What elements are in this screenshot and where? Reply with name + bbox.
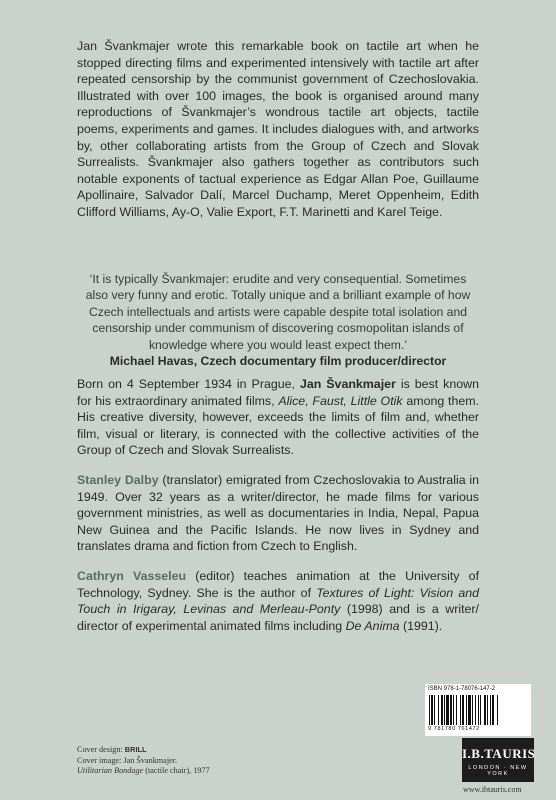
author-bio-mid: is best known for his extraordinary animated films, <box>77 377 479 408</box>
publisher-logo-sub: LONDON · NEW YORK <box>468 765 528 777</box>
quote-attribution: Michael Havas, Czech documentary film producer/director <box>109 354 447 369</box>
cover-image-line: Cover image: Jan Švankmajer. <box>77 755 178 765</box>
publisher-logo-main: I.B.TAURIS <box>462 746 536 761</box>
cover-image-title-line <box>77 766 210 777</box>
author-bio-pre: Born on 4 September 1934 in Prague, <box>77 377 300 391</box>
editor-bio-post: (1991). <box>399 618 443 633</box>
book-description <box>77 38 479 221</box>
author-name: Jan Švankmajer <box>299 377 396 391</box>
barcode-bars <box>429 695 527 725</box>
cover-design-line <box>77 745 210 756</box>
barcode-digits: 9 781780 761472 <box>428 726 480 732</box>
editor-bio-pre: (editor) teaches animation at the University of Technology, Sydney. She is the author of <box>77 569 480 600</box>
editor-book: Textures of Light: Vision and Touch in Irigaray, Levinas and Merleau-Ponty <box>77 585 479 617</box>
review-quote <box>78 271 478 369</box>
quote-text: ‘It is typically Švankmajer: erudite and very consequential. Sometimes also very funny and erotic. Totally unique and a brilliant example of how Czech intellectuals and artists were capable despite total isolation and censorship under communism of discovering cosmopolitan islands of knowledge where you would least expect them.’ <box>85 272 471 352</box>
cover-credits <box>77 745 210 777</box>
translator-name: Stanley Dalby <box>77 473 159 487</box>
editor-name: Cathryn Vasseleu <box>77 569 187 583</box>
editor-bio-mid: (1998) and is a writer/ director of experimental animated films including <box>77 602 479 633</box>
cover-image-rest: (tactile chair), 1977 <box>143 766 210 776</box>
author-films: Alice, Faust, Little Otik <box>278 393 403 408</box>
publisher-logo <box>462 738 534 782</box>
author-bio-post: among them. His creative diversity, however, exceeds the limits of film and, whether film, visual or literary, is connected with the collective activities of the Group of Czech and Slovak Surrealists. <box>77 393 480 458</box>
cover-design-value: BRILL <box>124 745 147 754</box>
barcode <box>425 684 531 736</box>
cover-design-label: Cover design: <box>77 745 125 754</box>
translator-bio-text: (translator) emigrated from Czechoslovakia to Australia in 1949. Over 32 years as a writer/director, he made films for various government ministries, as well as documentaries in India, Nepal, Papua New Guinea and the Pacific Islands. He now lives in Sydney and translates drama and fiction from Czech to English. <box>77 473 479 554</box>
cover-image-title: Utilitarian Bondage <box>77 766 144 776</box>
author-bio <box>77 376 479 459</box>
editor-film: De Anima <box>345 618 400 633</box>
translator-bio <box>77 472 479 555</box>
isbn-label: ISBN 978-1-78076-147-2 <box>428 686 496 692</box>
description-text: Jan Švankmajer wrote this remarkable book on tactile art when he stopped directing films and experimented intensively with tactile art after repeated censorship by the communist government of Czechoslovakia. Illustrated with over 100 images, the book is organised around many reproductions of Švankmajer’s wondrous tactile art objects, tactile poems, experiments and games. It includes dialogues with, and artworks by, other collaborating artists from the Group of Czech and Slovak Surrealists. Švankmajer also gathers together as contributors such notable exponents of tactual experience as Edgar Allan Poe, Guillaume Apollinaire, Salvador Dalí, Marcel Duchamp, Meret Oppenheim, Edith Clifford Williams, Ay-O, Valie Export, F.T. Marinetti and Karel Teige. <box>77 39 479 219</box>
publisher-url: www.ibtauris.com <box>463 785 522 794</box>
editor-bio <box>77 568 479 634</box>
